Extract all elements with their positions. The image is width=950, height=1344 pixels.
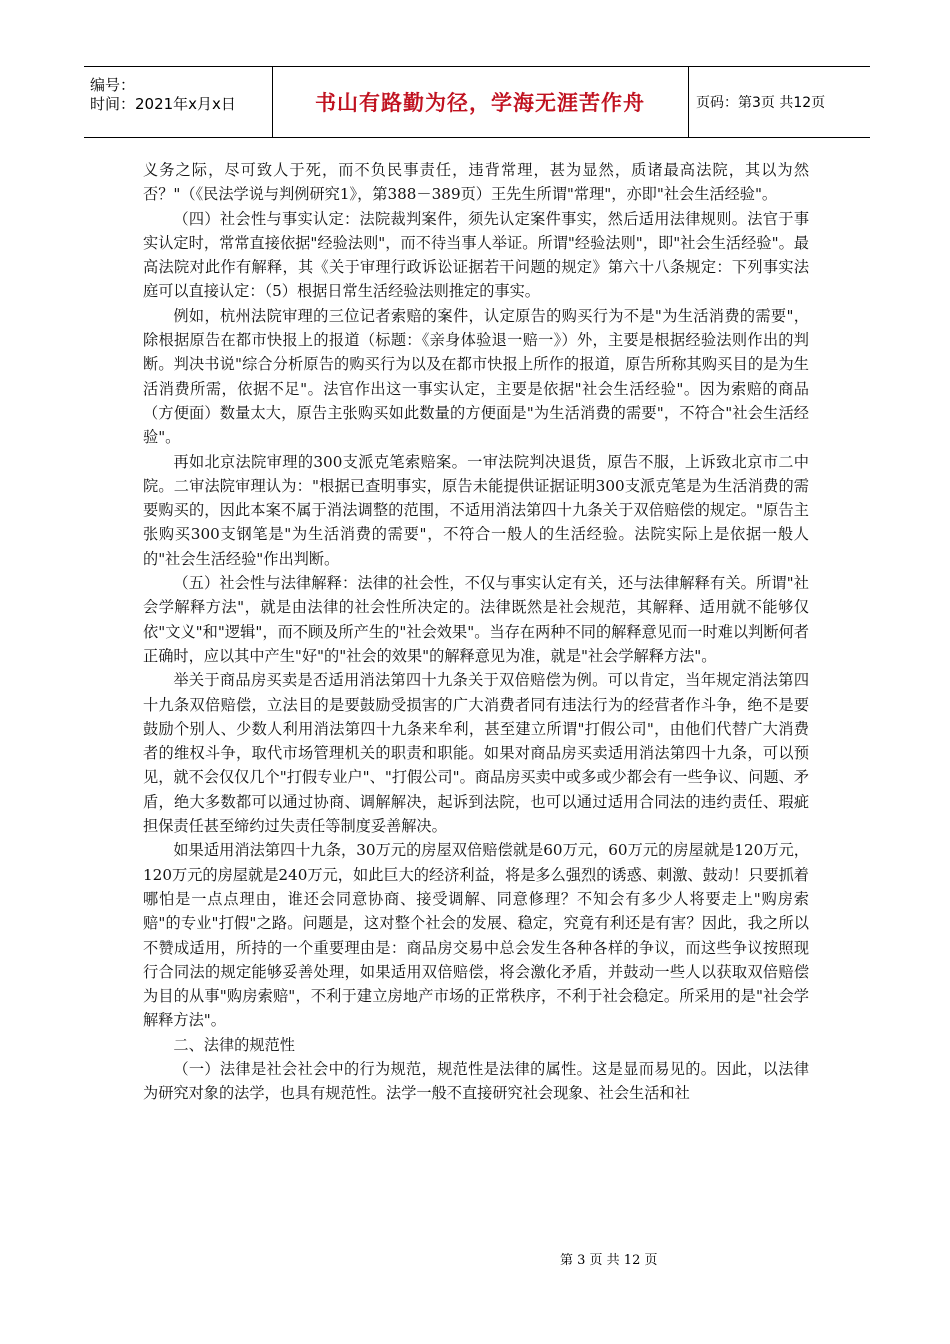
body-paragraph: （四）社会性与事实认定：法院裁判案件，须先认定案件事实，然后适用法律规则。法官于事实认定时，常常直接依据"经验法则"，而不待当事人举证。所谓"经验法则"，即"社会生活经验"。最高法院对此作有解释，其《关于审理行政诉讼证据若干问题的规定》第六十八条规定：下列事实法庭可以直接认定：（5）根据日常生活经验法则推定的事实。 — [143, 209, 809, 301]
document-body — [143, 158, 809, 1106]
header-motto: 书山有路勤为径，学海无涯苦作舟 — [315, 91, 645, 115]
body-paragraph: 举关于商品房买卖是否适用消法第四十九条关于双倍赔偿为例。可以肯定，当年规定消法第四十九条双倍赔偿，立法目的是要鼓励受损害的广大消费者同有违法行为的经营者作斗争，绝不是要鼓励个别人、少数人利用消法第四十九条来牟利，甚至建立所谓"打假公司"，由他们代替广大消费者的维权斗争，取代市场管理机关的职责和职能。如果对商品房买卖适用消法第四十九条，可以预见，就不会仅仅几个"打假专业户"、"打假公司"。商品房买卖中或多或少都会有一些争议、问题、矛盾，绝大多数都可以通过协商、调解解决，起诉到法院，也可以通过适用合同法的违约责任、瑕疵担保责任甚至缔约过失责任等制度妥善解决。 — [143, 671, 809, 836]
body-paragraph: （一）法律是社会社会中的行为规范，规范性是法律的属性。这是显而易见的。因此，以法律为研究对象的法学，也具有规范性。法学一般不直接研究社会现象、社会生活和社 — [143, 1059, 809, 1103]
body-paragraph: 如果适用消法第四十九条，30万元的房屋双倍赔偿就是60万元，60万元的房屋就是120万元，120万元的房屋就是240万元，如此巨大的经济利益，将是多么强烈的诱惑、刺激、鼓动！只要抓着哪怕是一点点理由，谁还会同意协商、接受调解、同意修理？不知会有多少人将要走上"购房索赔"的专业"打假"之路。问题是，这对整个社会的发展、稳定，究竟有利还是有害？因此，我之所以不赞成适用，所持的一个重要理由是：商品房交易中总会发生各种各样的争议，而这些争议按照现行合同法的规定能够妥善处理，如果适用双倍赔偿，将会激化矛盾，并鼓动一些人以获取双倍赔偿为目的从事"购房索赔"，不利于建立房地产市场的正常秩序，不利于社会稳定。所采用的是"社会学解释方法"。 — [143, 841, 809, 1030]
body-paragraph: （五）社会性与法律解释：法律的社会性，不仅与事实认定有关，还与法律解释有关。所谓"社会学解释方法"，就是由法律的社会性所决定的。法律既然是社会规范，其解释、适用就不能够仅依"文义"和"逻辑"，而不顾及所产生的"社会效果"。当存在两种不同的解释意见而一时难以判断何者正确时，应以其中产生"好"的"社会的效果"的解释意见为准，就是"社会学解释方法"。 — [143, 574, 809, 665]
header-page-cell — [688, 67, 870, 137]
body-paragraph: 例如，杭州法院审理的三位记者索赔的案件，认定原告的购买行为不是"为生活消费的需要"，除根据原告在都市快报上的报道（标题：《亲身体验退一赔一》）外，主要是根据经验法则作出的判断。判决书说"综合分析原告的购买行为以及在都市快报上所作的报道，原告所称其购买目的是为生活消费所需，依据不足"。法官作出这一事实认定，主要是依据"社会生活经验"。因为索赔的商品（方便面）数量太大，原告主张购买如此数量的方便面是"为生活消费的需要"，不符合"社会生活经验"。 — [143, 306, 809, 447]
document-number-label: 编号： — [90, 76, 136, 94]
document-date-label: 时间：2021年x月x日 — [90, 95, 236, 113]
header-page-code: 页码：第3页 共12页 — [696, 95, 826, 111]
body-paragraph: 义务之际，尽可致人于死，而不负民事责任，违背常理，甚为显然，质诸最高法院，其以为然否？"（《民法学说与判例研究1》，第388－389页）王先生所谓"常理"，亦即"社会生活经验"。 — [143, 161, 809, 204]
body-paragraph: 再如北京法院审理的300支派克笔索赔案。一审法院判决退货，原告不服，上诉致北京市二中院。二审法院审理认为："根据已查明事实，原告未能提供证据证明300支派克笔是为生活消费的需要购买的，因此本案不属于消法调整的范围，不适用消法第四十九条关于双倍赔偿的规定。"原告主张购买300支钢笔是"为生活消费的需要"，不符合一般人的生活经验。法院实际上是依据一般人的"社会生活经验"作出判断。 — [143, 452, 809, 568]
header-meta-cell — [84, 67, 273, 137]
section-heading: 二、法律的规范性 — [173, 1035, 295, 1054]
page-footer: 第 3 页 共 12 页 — [560, 1253, 658, 1268]
header-motto-cell — [272, 67, 689, 137]
page-header — [84, 66, 870, 138]
